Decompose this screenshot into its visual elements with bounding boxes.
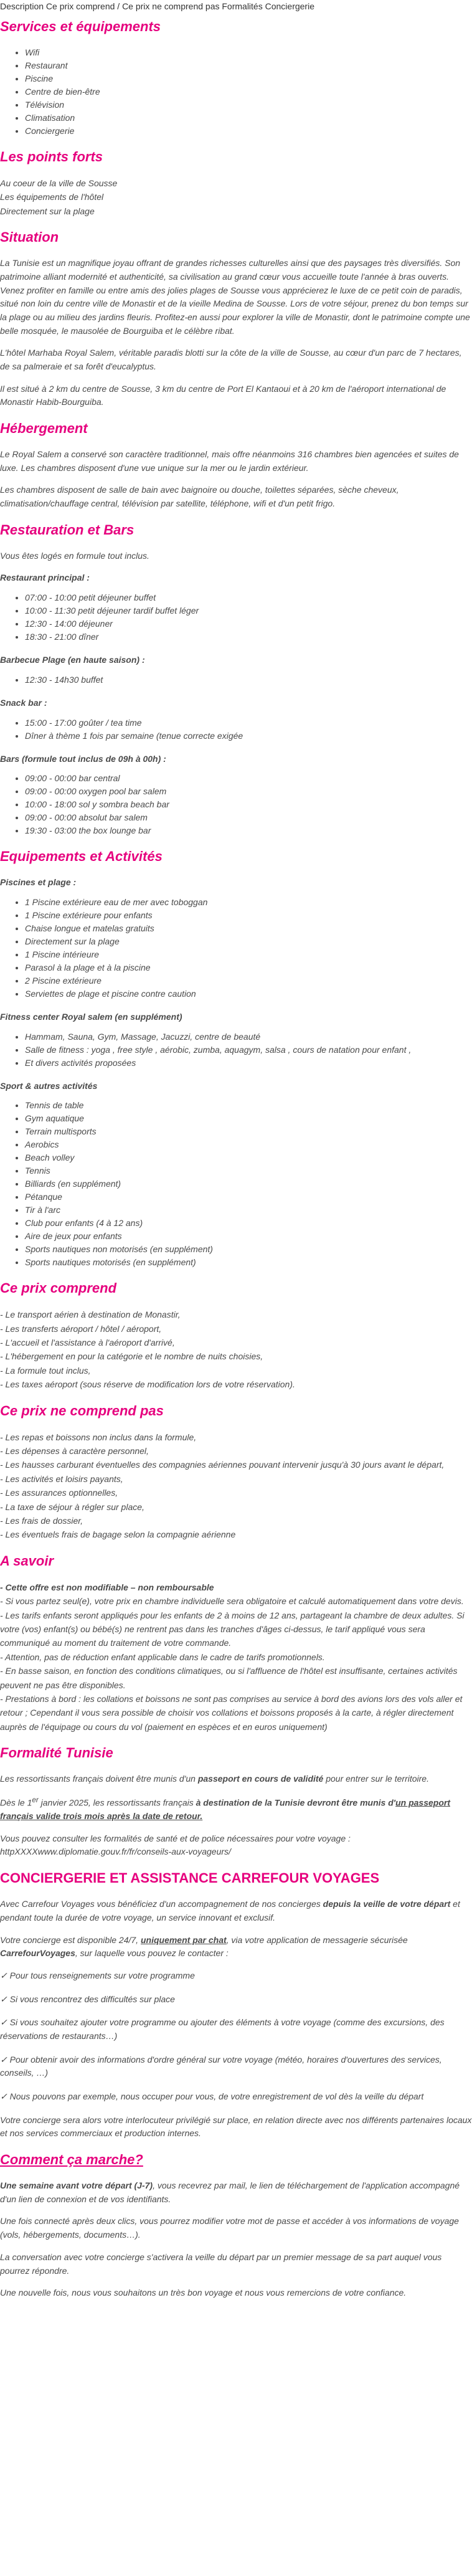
prix-comprend-line: - La formule tout inclus, <box>0 1365 91 1376</box>
conciergerie-check-item: ✓ Nous pouvons par exemple, nous occuper pour vous, de votre enregistrement de vol dès la veille du départ <box>0 2091 424 2102</box>
tabs-line: Description Ce prix comprend / Ce prix ne comprend pas Formalités Conciergerie <box>0 1 314 11</box>
list-item: • 1 Piscine extérieure pour enfants <box>25 909 472 922</box>
list-item: • Tir à l'arc <box>25 1204 472 1217</box>
services-list-item: • Climatisation <box>25 112 472 125</box>
section-prix-ne-comprend <box>0 1403 472 1542</box>
services-title: Services et équipements <box>0 19 161 34</box>
formalite-p1-text: Les ressortissants français doivent être munis d'un <box>0 1774 198 1784</box>
formalite-link[interactable]: httpXXXXwww.diplomatie.gouv.fr/fr/conseils-aux-voyageurs/ <box>0 1846 231 1857</box>
conciergerie-title: CONCIERGERIE ET ASSISTANCE CARREFOUR VOYAGES <box>0 1870 380 1886</box>
list-item: • 09:00 - 00:00 oxygen pool bar salem <box>25 785 472 798</box>
group-list <box>0 591 472 644</box>
list-item: • 15:00 - 17:00 goûter / tea time <box>25 716 472 730</box>
conciergerie-p1-end: et pendant toute la durée de votre voyage, un service innovant et exclusif. <box>0 1899 460 1922</box>
services-list-item: • Télévision <box>25 98 472 112</box>
section-comment <box>0 2152 472 2300</box>
list-item: • Gym aquatique <box>25 1112 472 1125</box>
group-list <box>0 673 472 687</box>
list-item: • Directement sur la plage <box>25 935 472 948</box>
section-conciergerie <box>0 1870 472 2141</box>
group-label: Piscines et plage : <box>0 877 77 888</box>
list-item: • Tennis de table <box>25 1099 472 1112</box>
comment-p1 <box>0 2179 472 2206</box>
prix-comprend-line: - Les transferts aéroport / hôtel / aéroport, <box>0 1323 162 1334</box>
formalite-p2-underline: un passeport français valide trois mois après la date de retour. <box>0 1797 450 1822</box>
group-list <box>0 896 472 1000</box>
group-list <box>0 716 472 743</box>
formalite-p3 <box>0 1832 472 1859</box>
conciergerie-check-item: ✓ Pour tous renseignements sur votre programme <box>0 1970 195 1980</box>
prix-ne-comprend-line: - Les hausses carburant éventuelles des compagnies aériennes pouvant intervenir jusqu'à 30 jours avant le départ, <box>0 1460 445 1470</box>
section-prix-comprend <box>0 1280 472 1391</box>
services-list-item: • Centre de bien-être <box>25 85 472 98</box>
conciergerie-p2 <box>0 1934 472 1961</box>
comment-title: Comment ça marche? <box>0 2152 143 2168</box>
list-item: • Beach volley <box>25 1151 472 1164</box>
list-item: • Billiards (en supplément) <box>25 1177 472 1191</box>
group-list <box>0 1030 472 1070</box>
points-forts-line: Les équipements de l'hôtel <box>0 192 104 202</box>
list-item: • Hammam, Sauna, Gym, Massage, Jacuzzi, centre de beauté <box>25 1030 472 1043</box>
prix-ne-comprend-lines <box>0 1430 472 1542</box>
list-item: • Serviettes de plage et piscine contre caution <box>25 987 472 1000</box>
list-item: • Pétanque <box>25 1191 472 1204</box>
list-item: • Dîner à thème 1 fois par semaine (tenue correcte exigée <box>25 730 472 743</box>
list-item: • 1 Piscine intérieure <box>25 948 472 961</box>
conciergerie-check-item: ✓ Pour obtenir avoir des informations d'ordre général sur votre voyage (météo, horaires d'ouvertures des services, conseils, …) <box>0 2054 442 2078</box>
list-item: • Sports nautiques motorisés (en supplément) <box>25 1256 472 1269</box>
section-services <box>0 19 472 138</box>
prix-comprend-line: - Le transport aérien à destination de Monastir, <box>0 1309 181 1320</box>
group-label: Sport & autres activités <box>0 1080 98 1091</box>
formalite-p2-mid: janvier 2025, les ressortissants français <box>38 1797 196 1808</box>
a-savoir-line: - Si vous partez seul(e), votre prix en chambre individuelle sera obligatoire et calculé automatiquement dans votre devis. <box>0 1596 464 1607</box>
points-forts-line: Directement sur la plage <box>0 206 95 216</box>
list-item: • Tennis <box>25 1164 472 1177</box>
section-situation <box>0 229 472 409</box>
group-label: Fitness center Royal salem (en supplément) <box>0 1011 182 1022</box>
prix-ne-comprend-line: - Les frais de dossier, <box>0 1515 83 1526</box>
restauration-title: Restauration et Bars <box>0 521 135 538</box>
formalite-p1 <box>0 1772 472 1786</box>
list-item: • 19:30 - 03:00 the box lounge bar <box>25 824 472 837</box>
a-savoir-title: A savoir <box>0 1552 54 1569</box>
section-a-savoir <box>0 1553 472 1734</box>
prix-ne-comprend-line: - La taxe de séjour à régler sur place, <box>0 1501 144 1512</box>
points-forts-line: Au coeur de la ville de Sousse <box>0 178 118 188</box>
group-label: Snack bar : <box>0 697 47 708</box>
list-item: • 09:00 - 00:00 absolut bar salem <box>25 811 472 824</box>
services-list-item: • Conciergerie <box>25 125 472 138</box>
prix-ne-comprend-line: - Les activités et loisirs payants, <box>0 1473 123 1484</box>
points-forts-lines <box>0 176 472 218</box>
formalite-p1-end: pour entrer sur le territoire. <box>323 1774 429 1784</box>
prix-comprend-line: - L'hébergement en pour la catégorie et le nombre de nuits choisies, <box>0 1351 263 1362</box>
list-item: • 09:00 - 00:00 bar central <box>25 772 472 785</box>
conciergerie-p2-start: Votre concierge est disponible 24/7, <box>0 1934 141 1945</box>
prix-ne-comprend-line: - Les dépenses à caractère personnel, <box>0 1446 149 1457</box>
conciergerie-p2-mid: , via votre application de messagerie sécurisée <box>226 1934 408 1945</box>
list-item: • 18:30 - 21:00 dîner <box>25 630 472 644</box>
section-formalite <box>0 1745 472 1859</box>
prix-ne-comprend-line: - Les repas et boissons non inclus dans la formule, <box>0 1432 197 1442</box>
a-savoir-list <box>0 1594 472 1734</box>
restauration-groups <box>0 571 472 837</box>
situation-paragraph: Il est situé à 2 km du centre de Sousse, 3 km du centre de Port El Kantaoui et à 20 km de l'aéroport international de Monastir Habib-Bourguiba. <box>0 383 446 407</box>
situation-paragraph: L'hôtel Marhaba Royal Salem, véritable paradis blotti sur la côte de la ville de Sousse, au cœur d'un parc de 7 hectares, de sa palmeraie et sa forêt d'eucalyptus. <box>0 348 462 371</box>
hebergement-paragraph: Le Royal Salem a conservé son caractère traditionnel, mais offre néanmoins 316 chambres bien agencées et suites de luxe. Les chambres disposent d'une vue unique sur la mer ou le jardin extérieur. <box>0 449 459 473</box>
formalite-p2-sup: er <box>32 1795 39 1804</box>
group-label: Bars (formule tout inclus de 09h à 00h) : <box>0 753 166 764</box>
a-savoir-line: - Les tarifs enfants seront appliqués pour les enfants de 2 à moins de 12 ans, partageant la chambre de deux adultes. Si votre (vos) enfant(s) ou bébé(s) ne rentrent pas dans les tranches d'âges ci-dessus, le tarif appliqué vous sera communiqué au moment du traitement de votre commande. <box>0 1610 465 1648</box>
prix-comprend-line: - L'accueil et l'assistance à l'aéroport d'arrivé, <box>0 1338 175 1348</box>
formalite-title: Formalité Tunisie <box>0 1745 113 1761</box>
conciergerie-p2-ul: uniquement par chat <box>140 1934 227 1945</box>
services-list-item: • Wifi <box>25 46 472 59</box>
list-item: • 10:00 - 11:30 petit déjeuner tardif buffet léger <box>25 604 472 617</box>
conciergerie-p3: Votre concierge sera alors votre interlocuteur privilégié sur place, en relation directe avec nos différents partenaires locaux et nos services commerciaux et production internes. <box>0 2114 472 2139</box>
formalite-p3-text: Vous pouvez consulter les formalités de santé et de police nécessaires pour votre voyage : <box>0 1833 351 1843</box>
a-savoir-lines <box>0 1580 472 1734</box>
list-item: • 10:00 - 18:00 sol y sombra beach bar <box>25 798 472 811</box>
a-savoir-line: - Prestations à bord : les collations et boissons ne sont pas comprises au service à bord des avions lors des vols aller et retour ; Cependant il vous sera possible de choisir vos collations et boissons proposés à la carte, à régler directement auprès de l'équipage ou cours du vol (paiement en espèces et en euros uniquement) <box>0 1693 463 1732</box>
list-item: • Parasol à la plage et à la piscine <box>25 961 472 974</box>
section-equipements <box>0 848 472 1269</box>
restauration-intro: Vous êtes logés en formule tout inclus. <box>0 550 149 561</box>
list-item: • Club pour enfants (4 à 12 ans) <box>25 1217 472 1230</box>
a-savoir-bold-line: - Cette offre est non modifiable – non remboursable <box>0 1582 214 1592</box>
list-item: • Chaise longue et matelas gratuits <box>25 922 472 935</box>
prix-comprend-title: Ce prix comprend <box>0 1280 117 1296</box>
section-restauration <box>0 522 472 837</box>
conciergerie-p1-bold: depuis la veille de votre départ <box>323 1899 451 1909</box>
situation-paragraphs <box>0 257 472 409</box>
situation-title: Situation <box>0 229 59 245</box>
prix-ne-comprend-line: - Les assurances optionnelles, <box>0 1488 118 1498</box>
conciergerie-p1 <box>0 1898 472 1924</box>
comment-p1-bold: Une semaine avant votre départ (J-7) <box>0 2180 153 2191</box>
list-item: • Salle de fitness : yoga , free style , aérobic, zumba, aquagym, salsa , cours de natation pour enfant , <box>25 1043 472 1057</box>
list-item: • 07:00 - 10:00 petit déjeuner buffet <box>25 591 472 604</box>
points-forts-title: Les points forts <box>0 149 103 164</box>
list-item: • 12:30 - 14:00 déjeuner <box>25 617 472 630</box>
situation-paragraph: La Tunisie est un magnifique joyau offrant de grandes richesses culturelles ainsi que des paysages très diversifiés. Son patrimoine alliant modernité et authenticité, sa civilisation au grand cœur vous accueille toute l'année à bras ouverts. Venez profiter en famille ou entre amis des jolies plages de Sousse vous apprécierez le luxe de ce petit coin de paradis, situé non loin du centre ville de Monastir et de la vieille Medina de Sousse. Lors de votre séjour, prenez du bon temps sur la plage ou au milieu des jardins fleuris. Profitez-en aussi pour explorer la ville de Monastir, dont le patrimoine compte une belle mosquée, le mausolée de Bourguiba et le célèbre ribat. <box>0 258 470 336</box>
prix-ne-comprend-line: - Les éventuels frais de bagage selon la compagnie aérienne <box>0 1529 236 1540</box>
list-item: • Aire de jeux pour enfants <box>25 1230 472 1243</box>
conciergerie-p2-bold: CarrefourVoyages <box>0 1948 75 1959</box>
prix-comprend-lines <box>0 1308 472 1391</box>
list-item: • 2 Piscine extérieure <box>25 974 472 987</box>
list-item: • Sports nautiques non motorisés (en supplément) <box>25 1243 472 1256</box>
comment-p3: La conversation avec votre concierge s'activera la veille du départ par un premier message de sa part auquel vous pourrez répondre. <box>0 2251 442 2276</box>
formalite-p2 <box>0 1795 472 1823</box>
conciergerie-p1-start: Avec Carrefour Voyages vous bénéficiez d'un accompagnement de nos concierges <box>0 1899 323 1909</box>
a-savoir-line: - Attention, pas de réduction enfant applicable dans le cadre de tarifs promotionnels. <box>0 1652 325 1662</box>
services-list-item: • Restaurant <box>25 59 472 72</box>
prix-comprend-line: - Les taxes aéroport (sous réserve de modification lors de votre réservation). <box>0 1379 295 1390</box>
formalite-p2-start: Dès le 1 <box>0 1797 32 1808</box>
comment-p1-end: , vous recevrez par mail, le lien de téléchargement de l'application accompagné d'un lien de connexion et de vos identifiants. <box>0 2180 460 2204</box>
prix-ne-comprend-title: Ce prix ne comprend pas <box>0 1402 164 1419</box>
group-label: Barbecue Plage (en haute saison) : <box>0 655 145 665</box>
formalite-p2-bold: à destination de la Tunisie devront être munis d' <box>196 1797 396 1808</box>
equipements-title: Equipements et Activités <box>0 848 163 865</box>
a-savoir-line: - En basse saison, en fonction des conditions climatiques, ou si l'affluence de l'hôtel est insuffisante, certaines activités peuvent ne pas être disponibles. <box>0 1666 458 1690</box>
section-hebergement <box>0 421 472 511</box>
hebergement-title: Hébergement <box>0 421 88 437</box>
list-item: • Terrain multisports <box>25 1125 472 1138</box>
group-list <box>0 1099 472 1269</box>
list-item: • 12:30 - 14h30 buffet <box>25 673 472 687</box>
comment-p4: Une nouvelle fois, nous vous souhaitons un très bon voyage et nous vous remercions de votre confiance. <box>0 2288 407 2298</box>
hebergement-paragraphs <box>0 448 472 511</box>
conciergerie-p2-end: , sur laquelle vous pouvez le contacter : <box>75 1948 229 1959</box>
formalite-p1-bold: passeport en cours de validité <box>197 1774 324 1784</box>
services-list-item: • Piscine <box>25 72 472 85</box>
list-item: • 1 Piscine extérieure eau de mer avec toboggan <box>25 896 472 909</box>
list-item: • Aerobics <box>25 1138 472 1151</box>
section-points-forts <box>0 149 472 218</box>
group-list <box>0 772 472 837</box>
conciergerie-checks <box>0 1969 472 2104</box>
conciergerie-check-item: ✓ Si vous souhaitez ajouter votre programme ou ajouter des éléments à votre voyage (comme des excursions, des réservations de restaurants…) <box>0 2017 445 2041</box>
equipements-groups <box>0 876 472 1269</box>
group-label: Restaurant principal : <box>0 573 90 583</box>
hebergement-paragraph: Les chambres disposent de salle de bain avec baignoire ou douche, toilettes séparées, sèche cheveux, climatisation/chauffage central, télévision par satellite, téléphone, wifi et d'un petit frigo. <box>0 485 399 509</box>
services-list <box>0 46 472 138</box>
list-item: • Et divers activités proposées <box>25 1057 472 1070</box>
conciergerie-check-item: ✓ Si vous rencontrez des difficultés sur place <box>0 1994 175 2004</box>
comment-p2: Une fois connecté après deux clics, vous pourrez modifier votre mot de passe et accéder à vos informations de voyage (vols, hébergements, documents…). <box>0 2216 459 2240</box>
